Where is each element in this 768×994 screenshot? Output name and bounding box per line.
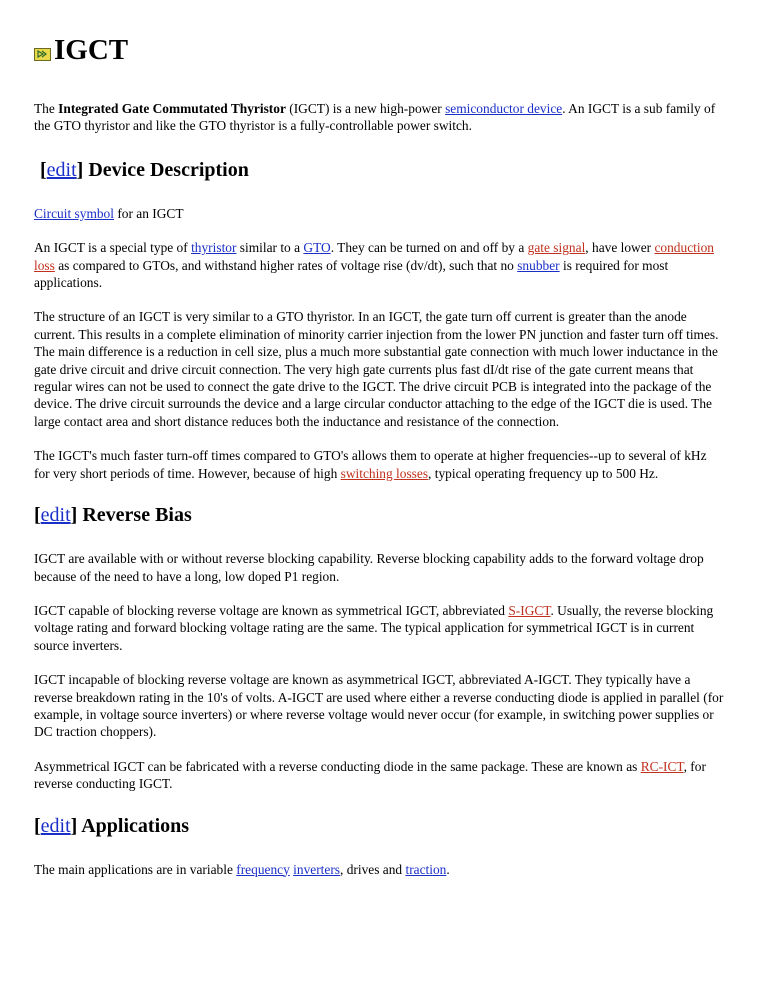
section-heading-reverse-bias: [edit] Reverse Bias — [34, 504, 192, 527]
snubber-link[interactable]: snubber — [517, 257, 560, 273]
device-paragraph-2: The structure of an IGCT is very similar to a GTO thyristor. In an IGCT, the gate turn off current is greater than the anode current. This results in a complete elimination of minority carrier injection from the lower PN junction and faster turn off times. The main difference is a reduction in cell size, plus a much more substantial gate connection with much lower inductance in the gate drive circuit and drive circuit connection. The very high gate currents plus fast dI/dt rise of the gate current means that regular wires can not be used to connect the gate drive to the IGCT. The drive circuit PCB is integrated into the package of the device. The drive circuit surrounds the device and a large circular conductor attaching to the edge of the IGCT die is used. The large contact area and short distance reduces both the inductance and resistance of the connection. — [34, 309, 719, 429]
edit-link-device-description[interactable]: edit — [46, 158, 77, 181]
applications-paragraph: The main applications are in variable frequency inverters, drives and traction. — [34, 861, 450, 877]
rc-ict-link[interactable]: RC-ICT — [640, 758, 684, 774]
page-title-text: IGCT — [54, 33, 129, 66]
s-igct-link[interactable]: S-IGCT — [508, 602, 551, 618]
section-heading-device-description: [edit] Device Description — [40, 158, 249, 181]
image-placeholder-icon — [34, 48, 51, 61]
gto-link[interactable]: GTO — [303, 240, 331, 256]
thyristor-link[interactable]: thyristor — [191, 240, 237, 256]
page-title — [34, 30, 724, 70]
gate-signal-link[interactable]: gate signal — [527, 240, 586, 256]
circuit-symbol-caption: Circuit symbol for an IGCT — [34, 205, 184, 221]
intro-paragraph: The Integrated Gate Commutated Thyristor (IGCT) is a new high-power semiconductor device. An IGCT is a sub family of the GTO thyristor and like the GTO thyristor is a fully-controllable power switch. — [34, 101, 716, 134]
article — [34, 30, 724, 895]
edit-link-applications[interactable]: edit — [40, 814, 71, 837]
traction-link[interactable]: traction — [405, 861, 447, 877]
frequency-link[interactable]: frequency — [236, 861, 290, 877]
reverse-paragraph-4: Asymmetrical IGCT can be fabricated with a reverse conducting diode in the same package. These are known as RC-ICT, for reverse conducting IGCT. — [34, 758, 706, 792]
reverse-paragraph-2: IGCT capable of blocking reverse voltage are known as symmetrical IGCT, abbreviated S-IGCT. Usually, the reverse blocking voltage rating and forward blocking voltage rating are the same. The typical application for symmetrical IGCT is in current source inverters. — [34, 602, 714, 653]
reverse-paragraph-1: IGCT are available with or without reverse blocking capability. Reverse blocking capability adds to the forward voltage drop because of the need to have a long, low doped P1 region. — [34, 551, 704, 584]
edit-link-reverse-bias[interactable]: edit — [40, 504, 71, 527]
intro-bold-term: Integrated Gate Commutated Thyristor — [58, 101, 286, 116]
semiconductor-device-link[interactable]: semiconductor device — [445, 101, 563, 116]
inverters-link[interactable]: inverters — [293, 861, 341, 877]
device-paragraph-3: The IGCT's much faster turn-off times compared to GTO's allows them to operate at higher frequencies--up to several of kHz for very short periods of time. However, because of high switching losses, typical operating frequency up to 500 Hz. — [34, 448, 707, 481]
reverse-paragraph-3: IGCT incapable of blocking reverse voltage are known as asymmetrical IGCT, abbreviated A-IGCT. They typically have a reverse breakdown rating in the 10's of volts. A-IGCT are used where either a reverse conducting diode is applied in parallel (for example, in voltage source inverters) or where reverse voltage would never occur (for example, in switching power supplies or DC traction choppers). — [34, 672, 724, 740]
section-heading-applications: [edit] Applications — [34, 814, 190, 837]
circuit-symbol-link[interactable]: Circuit symbol — [34, 205, 114, 221]
switching-losses-link[interactable]: switching losses — [340, 465, 429, 481]
conduction-loss-link[interactable]: conduction loss — [34, 240, 714, 273]
device-paragraph-1: An IGCT is a special type of thyristor similar to a GTO. They can be turned on and off by a gate signal, have lower conduction loss as compared to GTOs, and withstand higher rates of voltage rise (dv/dt), such that no snubber is required for most applications. — [34, 240, 714, 291]
